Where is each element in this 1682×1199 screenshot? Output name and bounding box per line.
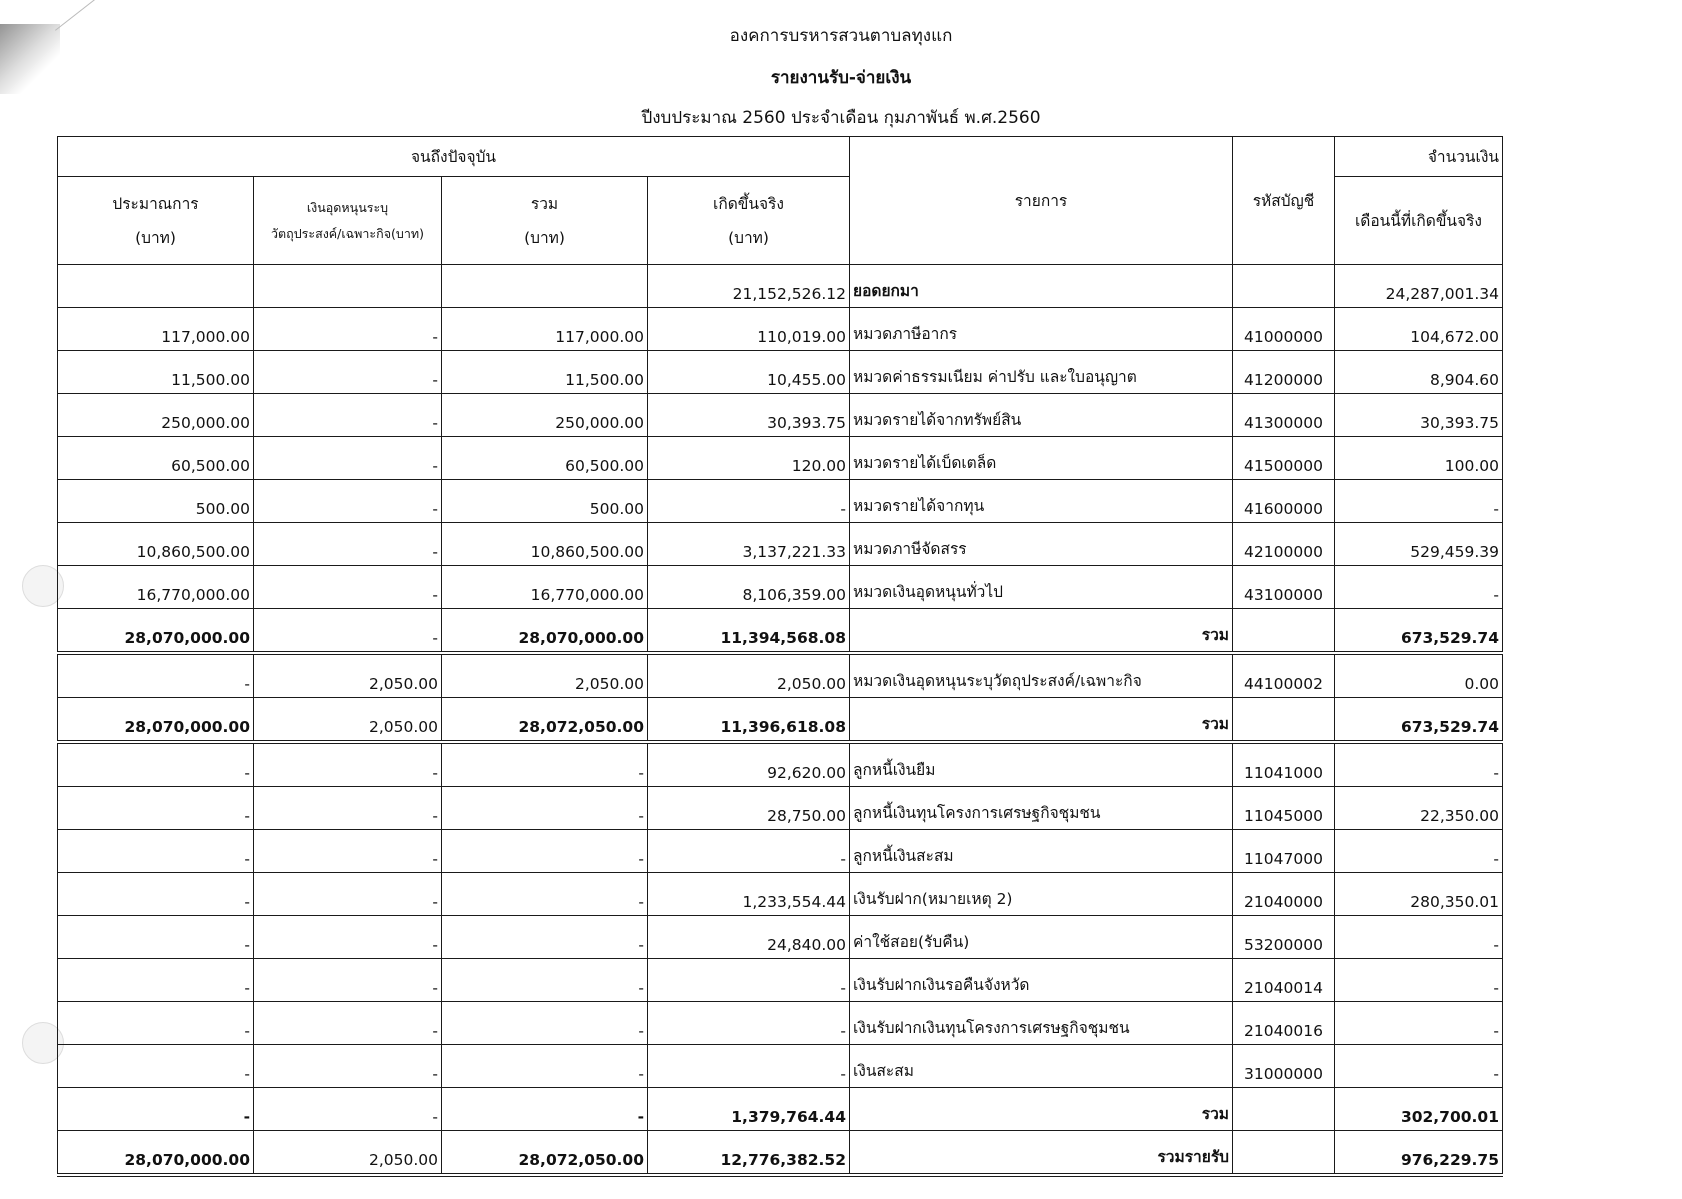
item-cell: ลูกหนี้เงินทุนโครงการเศรษฐกิจชุมชน bbox=[850, 787, 1233, 830]
budget-cell: - bbox=[58, 653, 254, 698]
item-cell: รวม bbox=[850, 1088, 1233, 1131]
table-row bbox=[58, 959, 1503, 1002]
total-row bbox=[58, 698, 1503, 743]
account-code-cell: 21040000 bbox=[1233, 873, 1335, 916]
actual-cell: 120.00 bbox=[648, 437, 850, 480]
subsidy-cell: - bbox=[254, 916, 442, 959]
subsidy-cell: - bbox=[254, 1088, 442, 1131]
subsidy-cell: - bbox=[254, 1002, 442, 1045]
account-code-cell: 21040014 bbox=[1233, 959, 1335, 1002]
account-code-cell: 11041000 bbox=[1233, 742, 1335, 787]
budget-cell: - bbox=[58, 742, 254, 787]
budget-cell: - bbox=[58, 1002, 254, 1045]
report-rows bbox=[58, 265, 1503, 1176]
total-cell: 28,070,000.00 bbox=[442, 609, 648, 654]
actual-cell: - bbox=[648, 959, 850, 1002]
subsidy-cell: - bbox=[254, 394, 442, 437]
actual-cell: 2,050.00 bbox=[648, 653, 850, 698]
budget-column-header bbox=[58, 177, 254, 265]
item-cell: หมวดภาษีอากร bbox=[850, 308, 1233, 351]
actual-cell: 24,840.00 bbox=[648, 916, 850, 959]
item-cell: ลูกหนี้เงินสะสม bbox=[850, 830, 1233, 873]
month-actual-cell: 30,393.75 bbox=[1335, 394, 1503, 437]
budget-cell: 28,070,000.00 bbox=[58, 609, 254, 654]
total-cell: - bbox=[442, 787, 648, 830]
item-cell: ลูกหนี้เงินยืม bbox=[850, 742, 1233, 787]
month-actual-cell: 8,904.60 bbox=[1335, 351, 1503, 394]
account-code-cell: 41600000 bbox=[1233, 480, 1335, 523]
total-cell: - bbox=[442, 916, 648, 959]
actual-cell: 10,455.00 bbox=[648, 351, 850, 394]
subsidy-cell: - bbox=[254, 566, 442, 609]
subsidy-column-header bbox=[254, 177, 442, 265]
subsidy-cell: - bbox=[254, 742, 442, 787]
account-code-cell: 11045000 bbox=[1233, 787, 1335, 830]
budget-cell: 117,000.00 bbox=[58, 308, 254, 351]
account-code-cell: 11047000 bbox=[1233, 830, 1335, 873]
item-cell: หมวดรายได้เบ็ดเตล็ด bbox=[850, 437, 1233, 480]
month-actual-cell: - bbox=[1335, 1002, 1503, 1045]
subsidy-cell: 2,050.00 bbox=[254, 653, 442, 698]
subsidy-cell: - bbox=[254, 959, 442, 1002]
table-row bbox=[58, 653, 1503, 698]
month-actual-cell: 100.00 bbox=[1335, 437, 1503, 480]
month-actual-cell: - bbox=[1335, 480, 1503, 523]
subsidy-cell bbox=[254, 265, 442, 308]
actual-cell: 30,393.75 bbox=[648, 394, 850, 437]
table-row bbox=[58, 480, 1503, 523]
actual-cell: 3,137,221.33 bbox=[648, 523, 850, 566]
budget-cell: - bbox=[58, 787, 254, 830]
item-cell: ยอดยกมา bbox=[850, 265, 1233, 308]
month-actual-cell: - bbox=[1335, 1045, 1503, 1088]
budget-cell: - bbox=[58, 916, 254, 959]
budget-cell: - bbox=[58, 873, 254, 916]
to-date-group-header: จนถึงปัจจุบัน bbox=[58, 137, 850, 177]
budget-header-line2: (บาท) bbox=[135, 228, 176, 247]
total-cell: - bbox=[442, 959, 648, 1002]
month-actual-column-header: เดือนนี้ที่เกิดขึ้นจริง bbox=[1335, 177, 1503, 265]
item-cell: เงินรับฝาก(หมายเหตุ 2) bbox=[850, 873, 1233, 916]
budget-cell bbox=[58, 265, 254, 308]
actual-cell: 11,394,568.08 bbox=[648, 609, 850, 654]
account-code-cell: 53200000 bbox=[1233, 916, 1335, 959]
total-header-line1: รวม bbox=[530, 194, 559, 213]
total-row bbox=[58, 609, 1503, 654]
account-code-cell: 31000000 bbox=[1233, 1045, 1335, 1088]
month-actual-cell: 0.00 bbox=[1335, 653, 1503, 698]
total-cell: 16,770,000.00 bbox=[442, 566, 648, 609]
total-cell: - bbox=[442, 873, 648, 916]
subsidy-cell: - bbox=[254, 523, 442, 566]
item-cell: ค่าใช้สอย(รับคืน) bbox=[850, 916, 1233, 959]
actual-column-header bbox=[648, 177, 850, 265]
total-cell: 500.00 bbox=[442, 480, 648, 523]
subsidy-cell: - bbox=[254, 873, 442, 916]
total-cell: 28,072,050.00 bbox=[442, 1131, 648, 1176]
budget-cell: 28,070,000.00 bbox=[58, 1131, 254, 1176]
total-row bbox=[58, 1131, 1503, 1176]
table-row bbox=[58, 308, 1503, 351]
actual-cell: - bbox=[648, 1045, 850, 1088]
total-header-line2: (บาท) bbox=[524, 228, 565, 247]
total-cell: 117,000.00 bbox=[442, 308, 648, 351]
item-cell: หมวดเงินอุดหนุนทั่วไป bbox=[850, 566, 1233, 609]
account-code-cell: 44100002 bbox=[1233, 653, 1335, 698]
budget-cell: - bbox=[58, 959, 254, 1002]
table-row bbox=[58, 1002, 1503, 1045]
month-actual-cell: 22,350.00 bbox=[1335, 787, 1503, 830]
account-code-column-header: รหัสบัญชี bbox=[1233, 137, 1335, 265]
account-code-cell bbox=[1233, 1131, 1335, 1176]
account-code-cell: 41000000 bbox=[1233, 308, 1335, 351]
actual-cell: 8,106,359.00 bbox=[648, 566, 850, 609]
item-cell: รวม bbox=[850, 609, 1233, 654]
account-code-cell: 41200000 bbox=[1233, 351, 1335, 394]
subsidy-cell: 2,050.00 bbox=[254, 698, 442, 743]
month-actual-cell: 280,350.01 bbox=[1335, 873, 1503, 916]
account-code-cell: 43100000 bbox=[1233, 566, 1335, 609]
account-code-cell bbox=[1233, 698, 1335, 743]
item-cell: หมวดภาษีจัดสรร bbox=[850, 523, 1233, 566]
actual-cell: 1,233,554.44 bbox=[648, 873, 850, 916]
item-column-header: รายการ bbox=[850, 137, 1233, 265]
total-cell: 28,072,050.00 bbox=[442, 698, 648, 743]
month-actual-cell: 673,529.74 bbox=[1335, 698, 1503, 743]
month-actual-cell: 24,287,001.34 bbox=[1335, 265, 1503, 308]
subsidy-cell: - bbox=[254, 351, 442, 394]
table-row bbox=[58, 742, 1503, 787]
budget-header-line1: ประมาณการ bbox=[112, 194, 199, 213]
account-code-cell bbox=[1233, 609, 1335, 654]
total-cell: - bbox=[442, 1002, 648, 1045]
actual-header-line1: เกิดขึ้นจริง bbox=[713, 194, 784, 213]
item-cell: หมวดรายได้จากทุน bbox=[850, 480, 1233, 523]
subsidy-cell: - bbox=[254, 609, 442, 654]
total-cell: - bbox=[442, 742, 648, 787]
subsidy-cell: - bbox=[254, 480, 442, 523]
subsidy-header-line1: เงินอุดหนุนระบุ bbox=[306, 199, 389, 215]
total-cell: - bbox=[442, 1088, 648, 1131]
account-code-cell bbox=[1233, 265, 1335, 308]
account-code-cell: 42100000 bbox=[1233, 523, 1335, 566]
table-row bbox=[58, 265, 1503, 308]
total-cell: 250,000.00 bbox=[442, 394, 648, 437]
month-actual-cell: 302,700.01 bbox=[1335, 1088, 1503, 1131]
total-cell: 60,500.00 bbox=[442, 437, 648, 480]
actual-cell: 1,379,764.44 bbox=[648, 1088, 850, 1131]
table-row bbox=[58, 394, 1503, 437]
month-actual-cell: - bbox=[1335, 742, 1503, 787]
account-code-cell bbox=[1233, 1088, 1335, 1131]
total-row bbox=[58, 1088, 1503, 1131]
month-actual-cell: - bbox=[1335, 916, 1503, 959]
actual-cell: - bbox=[648, 1002, 850, 1045]
month-actual-cell: 976,229.75 bbox=[1335, 1131, 1503, 1176]
report-period: ปีงบประมาณ 2560 ประจำเดือน กุมภาพันธ์ พ.ศ.2560 bbox=[641, 108, 1041, 128]
month-actual-cell: 104,672.00 bbox=[1335, 308, 1503, 351]
item-cell: เงินสะสม bbox=[850, 1045, 1233, 1088]
table-row bbox=[58, 916, 1503, 959]
subsidy-cell: - bbox=[254, 308, 442, 351]
month-actual-cell: 673,529.74 bbox=[1335, 609, 1503, 654]
subsidy-header-line2: วัตถุประสงค์/เฉพาะกิจ(บาท) bbox=[271, 225, 424, 241]
item-cell: รวมรายรับ bbox=[850, 1131, 1233, 1176]
total-column-header bbox=[442, 177, 648, 265]
budget-cell: 60,500.00 bbox=[58, 437, 254, 480]
item-cell: รวม bbox=[850, 698, 1233, 743]
budget-cell: - bbox=[58, 830, 254, 873]
actual-header-line2: (บาท) bbox=[728, 228, 769, 247]
total-cell: - bbox=[442, 1045, 648, 1088]
account-code-cell: 41300000 bbox=[1233, 394, 1335, 437]
account-code-cell: 41500000 bbox=[1233, 437, 1335, 480]
account-code-cell: 21040016 bbox=[1233, 1002, 1335, 1045]
item-cell: หมวดค่าธรรมเนียม ค่าปรับ และใบอนุญาต bbox=[850, 351, 1233, 394]
table-row bbox=[58, 523, 1503, 566]
item-cell: หมวดรายได้จากทรัพย์สิน bbox=[850, 394, 1233, 437]
actual-cell: 110,019.00 bbox=[648, 308, 850, 351]
budget-cell: 28,070,000.00 bbox=[58, 698, 254, 743]
subsidy-cell: - bbox=[254, 787, 442, 830]
actual-cell: 92,620.00 bbox=[648, 742, 850, 787]
budget-cell: 250,000.00 bbox=[58, 394, 254, 437]
actual-cell: - bbox=[648, 480, 850, 523]
report-table bbox=[57, 136, 1503, 1177]
month-actual-cell: 529,459.39 bbox=[1335, 523, 1503, 566]
actual-cell: 11,396,618.08 bbox=[648, 698, 850, 743]
item-cell: หมวดเงินอุดหนุนระบุวัตถุประสงค์/เฉพาะกิจ bbox=[850, 653, 1233, 698]
budget-cell: 16,770,000.00 bbox=[58, 566, 254, 609]
subsidy-cell: - bbox=[254, 1045, 442, 1088]
org-name: องคการบรหารสวนตาบลทุงแก bbox=[729, 26, 953, 46]
actual-cell: 12,776,382.52 bbox=[648, 1131, 850, 1176]
budget-cell: - bbox=[58, 1088, 254, 1131]
table-row bbox=[58, 830, 1503, 873]
table-row bbox=[58, 873, 1503, 916]
month-actual-cell: - bbox=[1335, 830, 1503, 873]
actual-cell: - bbox=[648, 830, 850, 873]
table-row bbox=[58, 566, 1503, 609]
total-cell: 11,500.00 bbox=[442, 351, 648, 394]
subsidy-cell: - bbox=[254, 437, 442, 480]
table-row bbox=[58, 437, 1503, 480]
table-row bbox=[58, 351, 1503, 394]
total-cell: - bbox=[442, 830, 648, 873]
actual-cell: 28,750.00 bbox=[648, 787, 850, 830]
budget-cell: 11,500.00 bbox=[58, 351, 254, 394]
item-cell: เงินรับฝากเงินรอคืนจังหวัด bbox=[850, 959, 1233, 1002]
total-cell bbox=[442, 265, 648, 308]
total-cell: 2,050.00 bbox=[442, 653, 648, 698]
item-cell: เงินรับฝากเงินทุนโครงการเศรษฐกิจชุมชน bbox=[850, 1002, 1233, 1045]
month-actual-cell: - bbox=[1335, 959, 1503, 1002]
budget-cell: 10,860,500.00 bbox=[58, 523, 254, 566]
report-title: รายงานรับ-จ่ายเงิน bbox=[770, 68, 912, 88]
total-cell: 10,860,500.00 bbox=[442, 523, 648, 566]
month-actual-cell: - bbox=[1335, 566, 1503, 609]
actual-cell: 21,152,526.12 bbox=[648, 265, 850, 308]
report-table-wrapper bbox=[57, 136, 1503, 1177]
subsidy-cell: - bbox=[254, 830, 442, 873]
subsidy-cell: 2,050.00 bbox=[254, 1131, 442, 1176]
amount-group-header: จำนวนเงิน bbox=[1335, 137, 1503, 177]
budget-cell: - bbox=[58, 1045, 254, 1088]
table-row bbox=[58, 787, 1503, 830]
table-row bbox=[58, 1045, 1503, 1088]
budget-cell: 500.00 bbox=[58, 480, 254, 523]
